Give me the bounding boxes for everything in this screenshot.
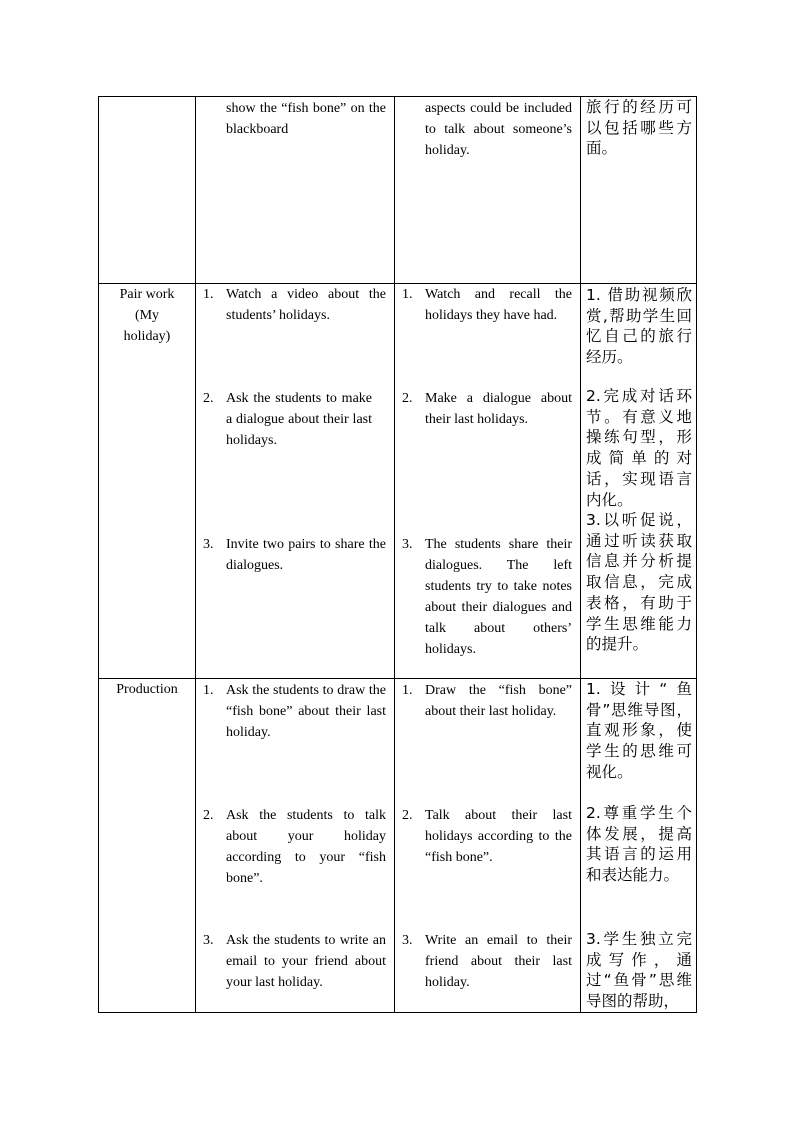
item-text: Draw the “fish bone” about their last holiday. <box>425 683 572 719</box>
list-item <box>401 680 572 805</box>
stage-cell <box>99 97 196 284</box>
list-item <box>401 98 572 161</box>
item-number: 1. <box>203 287 214 302</box>
item-number: 2. <box>203 391 214 406</box>
list-item <box>202 680 386 805</box>
purpose-text: 1.设计“鱼骨”思维导图，直观形象，使学生的思维可视化。 <box>586 680 692 781</box>
item-text: Watch and recall the holidays they have had. <box>425 287 572 323</box>
list-item <box>202 805 386 930</box>
item-text: show the “fish bone” on the blackboard <box>226 101 386 137</box>
item-number: 2. <box>203 808 214 823</box>
item-text: Ask the students to draw the “fish bone” about their last holiday. <box>226 683 386 740</box>
item-text: Ask the students to talk about your holiday according to your “fish bone”. <box>226 808 386 886</box>
purpose-text: 3.以听促说，通过听读获取信息并分析提取信息，完成表格，有助于学生思维能力的提升。 <box>586 511 692 654</box>
list-item <box>202 388 386 534</box>
item-text: Make a dialogue about their last holidays. <box>425 391 572 427</box>
item-text: Ask the students to write an email to your friend about your last holiday. <box>226 933 386 990</box>
student-activity-cell <box>395 284 581 679</box>
purpose-text: 1. 借助视频欣赏,帮助学生回忆自己的旅行经历。 <box>586 286 692 367</box>
teacher-activity-cell <box>196 284 395 679</box>
item-number: 3. <box>402 537 413 552</box>
purpose-cell <box>581 679 697 1013</box>
item-number <box>202 98 226 140</box>
purpose-text: 3.学生独立完成写作，通过“鱼骨”思维导图的帮助， <box>586 930 692 1011</box>
item-number: 2. <box>402 808 413 823</box>
list-item <box>401 930 572 993</box>
item-text: Talk about their last holidays according to the “fish bone”. <box>425 808 572 865</box>
item-text: Write an email to their friend about their last holiday. <box>425 933 572 990</box>
list-item <box>401 388 572 534</box>
purpose-cell <box>581 284 697 679</box>
stage-cell: Production <box>99 679 196 1013</box>
item-number: 3. <box>203 537 214 552</box>
list-item <box>202 98 386 140</box>
item-number: 2. <box>402 391 413 406</box>
teacher-activity-cell <box>196 679 395 1013</box>
item-number: 1. <box>203 683 214 698</box>
purpose-cell <box>581 97 697 284</box>
list-item <box>202 284 386 388</box>
item-text: Invite two pairs to share the dialogues. <box>226 537 386 573</box>
lesson-plan-table <box>98 96 697 1013</box>
item-text: aspects could be included to talk about someone’s holiday. <box>425 101 572 158</box>
list-item <box>401 284 572 388</box>
teacher-activity-cell <box>196 97 395 284</box>
table-row <box>99 679 697 1013</box>
student-activity-cell <box>395 679 581 1013</box>
list-item <box>202 534 386 576</box>
stage-cell: Pair work (My holiday) <box>99 284 196 679</box>
list-item <box>401 805 572 930</box>
list-item <box>202 930 386 993</box>
item-number: 1. <box>402 287 413 302</box>
item-text: The students share their dialogues. The left students try to take notes about their dialogues and talk about others’ holidays. <box>425 537 572 657</box>
table-row <box>99 284 697 679</box>
item-number: 3. <box>203 933 214 948</box>
list-item <box>401 534 572 660</box>
purpose-text: 旅行的经历可以包括哪些方面。 <box>586 98 692 158</box>
item-text: Ask the students to make a dialogue about their last holidays. <box>226 391 372 448</box>
item-number: 3. <box>402 933 413 948</box>
item-number: 1. <box>402 683 413 698</box>
purpose-text: 2.尊重学生个体发展，提高其语言的运用和表达能力。 <box>586 804 692 885</box>
purpose-text: 2.完成对话环节。有意义地操练句型，形成简单的对话，实现语言内化。 <box>586 387 692 509</box>
item-text: Watch a video about the students’ holidays. <box>226 287 386 323</box>
table-row <box>99 97 697 284</box>
student-activity-cell <box>395 97 581 284</box>
item-number <box>401 98 425 161</box>
